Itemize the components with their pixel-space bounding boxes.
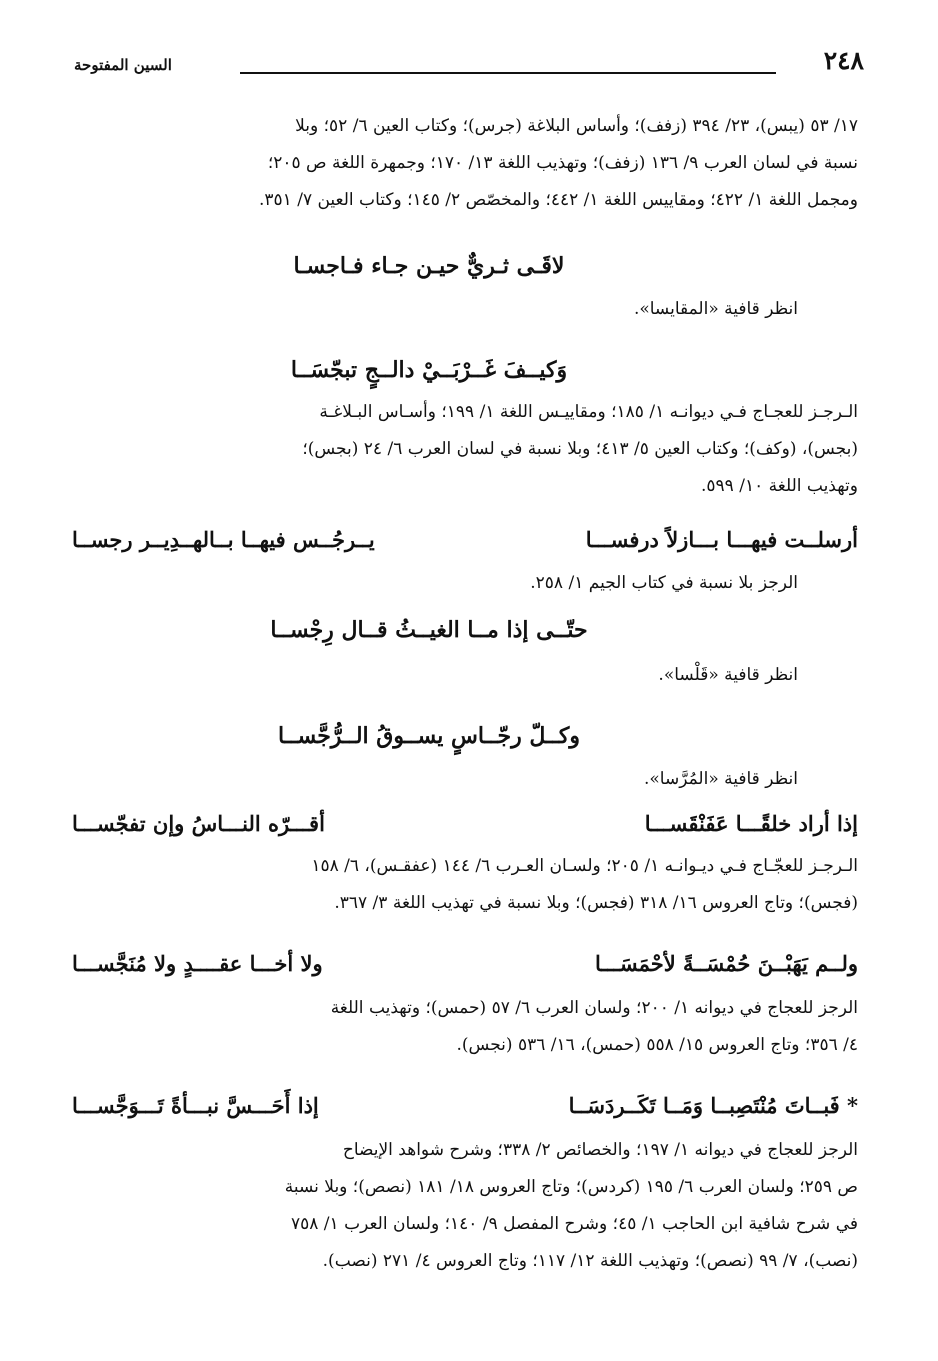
source-note-line: الرجز للعجاج في ديوانه ١/ ١٩٧؛ والخصائص ٢/ ٣٣٨؛ وشرح شواهد الإيضاح xyxy=(342,1140,858,1160)
verse: حتّــى إذا مــا الغيــثُ قــال رِجْســا xyxy=(270,617,588,643)
page-number: ٢٤٨ xyxy=(823,46,864,75)
source-note-line: في شرح شافية ابن الحاجب ١/ ٤٥؛ وشرح المفصل ٩/ ١٤٠؛ ولسان العرب ١/ ٧٥٨ xyxy=(291,1214,858,1234)
source-note-line: ٤/ ٣٥٦؛ وتاج العروس ١٥/ ٥٥٨ (حمس)، ١٦/ ٥٣٦ (نجس). xyxy=(456,1035,858,1055)
note-line: ١٧/ ٥٣ (يبس)، ٢٣/ ٣٩٤ (زفف)؛ وأساس البلاغة (جرس)؛ وكتاب العين ٦/ ٥٢؛ وبلا xyxy=(295,116,858,136)
source-note-line: الرجز بلا نسبة في كتاب الجيم ١/ ٢٥٨. xyxy=(530,573,798,593)
verse: وكــلّ رجّــاسٍ يســوقُ الــرُّجَّســا xyxy=(277,723,581,749)
source-note-line: (فجس)؛ وتاج العروس ١٦/ ٣١٨ (فجس)؛ وبلا نسبة في تهذيب اللغة ٣/ ٣٦٧. xyxy=(334,893,858,913)
verse-first-hemistich: أرسلــت فيهـــا بـــازلاً درفســـا xyxy=(585,527,858,552)
source-note-line: ص ٢٥٩؛ ولسان العرب ٦/ ١٩٥ (كردس)؛ وتاج العروس ١٨/ ١٨١ (نصص)؛ وبلا نسبة xyxy=(284,1177,858,1197)
verse-second-hemistich: يــرجُــس فيهــا بــالهــدِيــر رجســا xyxy=(72,527,375,552)
page-header xyxy=(72,44,866,84)
verse-first-hemistich-text: فَبــاتَ مُنْتَصِبــا وَمَــا تَكَــردَسَــا xyxy=(568,1093,840,1118)
verse-first-hemistich: ولــم يَهَبْــنَ حُمْسَــةً لأحْمَسَـــا xyxy=(594,951,858,976)
cross-reference: انظر قافية «المقايسا». xyxy=(633,299,798,319)
source-note-line: الـرجـز للعجـاج فـي ديوانـه ١/ ١٨٥؛ ومقاييـس اللغة ١/ ١٩٩؛ وأسـاس البـلاغـة xyxy=(319,402,858,422)
entry-marker: * xyxy=(847,1093,858,1118)
header-rule xyxy=(240,72,776,74)
verse-couplet xyxy=(72,520,858,560)
cross-reference: انظر قافية «المُرَّسا». xyxy=(643,769,798,789)
verse-second-hemistich: أقـــرّه النـــاسُ وإن تفجّســـا xyxy=(72,811,325,836)
verse-first-hemistich xyxy=(569,1086,858,1126)
source-note-line: الـرجـز للعجّـاج فـي ديـوانـه ١/ ٢٠٥؛ ولسـان العـرب ٦/ ١٤٤ (عفقـس)، ٦/ ١٥٨ xyxy=(311,856,858,876)
verse-second-hemistich: إذا أَحَـــسَّ نبـــأةً تَـــوَجَّســـا xyxy=(72,1093,319,1118)
verse: لاقَـى ثـريٌّ حيـن جـاء فـاجسـا xyxy=(293,253,565,279)
note-line: ومجمل اللغة ١/ ٤٢٢؛ ومقاييس اللغة ١/ ٤٤٢؛ والمخصّص ٢/ ١٤٥؛ وكتاب العين ٧/ ٣٥١. xyxy=(258,190,858,210)
source-note-line: (بجس)، (وكف)؛ وكتاب العين ٥/ ٤١٣؛ وبلا نسبة في لسان العرب ٦/ ٢٤ (بجس)؛ xyxy=(302,439,858,459)
running-title: السين المفتوحة xyxy=(74,56,172,74)
verse: وَكيــفَ غَــرْبَــيْ دالــجٍ تبجّسَــا xyxy=(290,357,568,383)
source-note-line: وتهذيب اللغة ١٠/ ٥٩٩. xyxy=(701,476,858,496)
source-note-line: (نصب)، ٧/ ٩٩ (نصص)؛ وتهذيب اللغة ١٢/ ١١٧؛ وتاج العروس ٤/ ٢٧١ (نصب). xyxy=(322,1251,858,1271)
cross-reference: انظر قافية «قَلْسا». xyxy=(658,665,798,685)
verse-couplet xyxy=(72,944,858,984)
verse-first-hemistich: إذا أراد خلقًـــا عَفَنْقَســـا xyxy=(644,811,858,836)
verse-couplet xyxy=(72,804,858,844)
source-note-line: الرجز للعجاج في ديوانه ١/ ٢٠٠؛ ولسان العرب ٦/ ٥٧ (حمس)؛ وتهذيب اللغة xyxy=(330,998,858,1018)
verse-second-hemistich: ولا أخـــا عقــــدٍ ولا مُنَجَّســـا xyxy=(72,951,323,976)
note-line: نسبة في لسان العرب ٩/ ١٣٦ (زفف)؛ وتهذيب اللغة ١٣/ ١٧٠؛ وجمهرة اللغة ص ٢٠٥؛ xyxy=(267,153,858,173)
verse-couplet xyxy=(72,1086,858,1126)
